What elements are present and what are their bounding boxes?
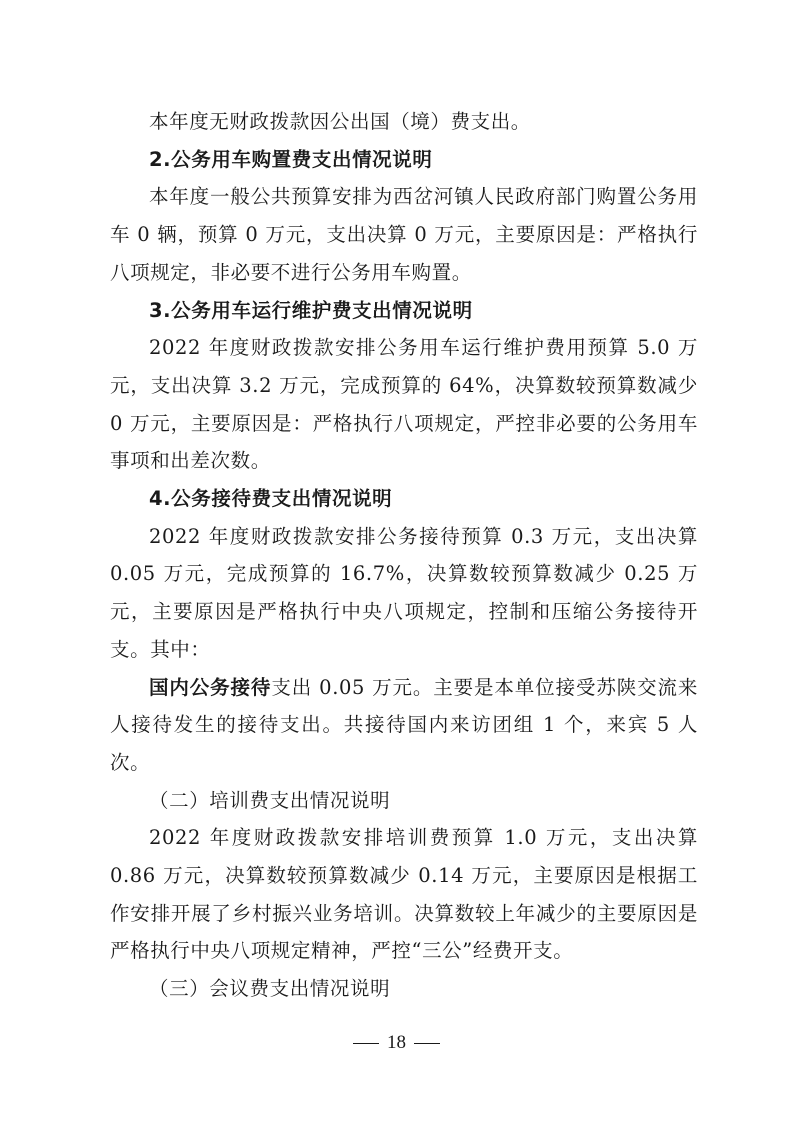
paragraph-vehicle-purchase: 本年度一般公共预算安排为西岔河镇人民政府部门购置公务用车 0 辆，预算 0 万元，支出决算 0 万元，主要原因是：严格执行八项规定，非必要不进行公务用车购置。 bbox=[110, 185, 698, 284]
page-number: 18 bbox=[387, 1032, 406, 1053]
heading-meeting: （三）会议费支出情况说明 bbox=[149, 977, 391, 1001]
footer-dash-right bbox=[414, 1043, 440, 1044]
paragraph-domestic-reception bbox=[110, 669, 698, 782]
paragraph-training: 2022 年度财政拨款安排培训费预算 1.0 万元，支出决算 0.86 万元，决算数较预算数减少 0.14 万元，主要原因是根据工作安排开展了乡村振兴业务培训。决算数较上年减少的主要原因是严格执行中央八项规定精神，严控“三公”经费开支。 bbox=[110, 826, 698, 963]
paragraph-reception: 2022 年度财政拨款安排公务接待预算 0.3 万元，支出决算 0.05 万元，完成预算的 16.7%，决算数较预算数减少 0.25 万元，主要原因是严格执行中央八项规定，控制和压缩公务接待开支。其中： bbox=[110, 524, 698, 661]
heading-vehicle-purchase: 2.公务用车购置费支出情况说明 bbox=[149, 147, 433, 171]
paragraph-vehicle-maintenance: 2022 年度财政拨款安排公务用车运行维护费用预算 5.0 万元，支出决算 3.2 万元，完成预算的 64%，决算数较预算数减少 0 万元，主要原因是：严格执行八项规定，严控非必要的公务用车事项和出差次数。 bbox=[110, 336, 698, 473]
document-body bbox=[110, 103, 698, 1008]
heading-reception: 4.公务接待费支出情况说明 bbox=[149, 487, 393, 511]
heading-training: （二）培训费支出情况说明 bbox=[149, 788, 391, 812]
paragraph-no-overseas: 本年度无财政拨款因公出国（境）费支出。 bbox=[149, 110, 531, 133]
page-footer bbox=[0, 1032, 793, 1054]
heading-vehicle-maintenance: 3.公务用车运行维护费支出情况说明 bbox=[149, 298, 473, 322]
domestic-reception-label: 国内公务接待 bbox=[149, 675, 272, 699]
footer-dash-left bbox=[353, 1043, 379, 1044]
domestic-reception-text: 支出 0.05 万元。主要是本单位接受苏陕交流来人接待发生的接待支出。共接待国内来访团组 1 个，来宾 5 人次。 bbox=[110, 675, 698, 774]
